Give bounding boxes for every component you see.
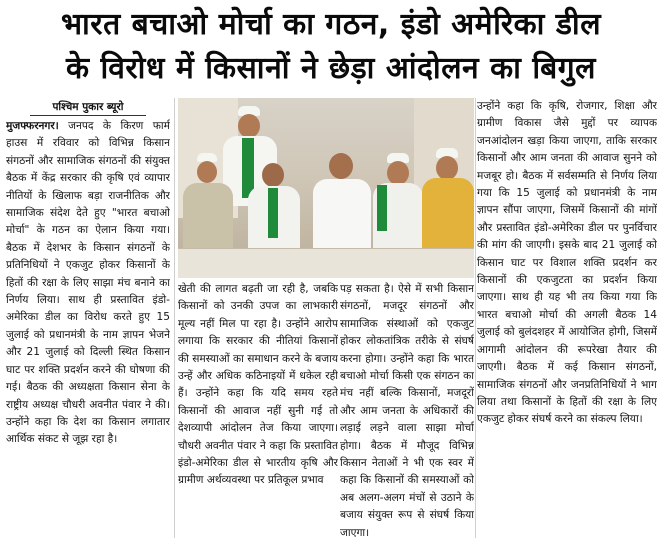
article-column-4: उन्होंने कहा कि कृषि, रोजगार, शिक्षा और ग्रामीण विकास जैसे मुद्दों पर व्यापक जनआंदोलन खड़ा किया जाएगा, ताकि सरकार किसानों और आम जनता की आवाज सुनने को मजबूर हो। बैठक में सर्वसम्मति से निर्णय लिया गया कि 15 जुलाई को प्रधानमंत्री के नाम ज्ञापन सौंपा जाएगा, जिसमें किसानों की मांगों और प्रस्तावित इंडो-अमेरिका डील पर पुनर्विचार की मांग की जाएगी। इसके बाद 21 जुलाई को किसान घाट पर विशाल शक्ति प्रदर्शन कर किसानों की एकजुटता का प्रदर्शन किया जाएगा। साथ ही यह भी तय किया गया कि भारत बचाओ मोर्चा की अगली बैठक 14 जुलाई को बुलंदशहर में आयोजित होगी, जिसमें आगामी आंदोलन की रूपरेखा तैयार की जाएगी। बैठक में कई किसान संगठनों, सामाजिक संगठनों और जनप्रतिनिधियों ने भाग लिया तथा किसानों के हितों की रक्षा के लिए एकजुट होकर संघर्ष करने का संकल्प लिया। [477, 100, 657, 426]
photo-table [178, 248, 474, 278]
column-divider-2 [475, 98, 476, 538]
dateline: मुजफ्फरनगर। [6, 120, 59, 132]
headline-line-1: भारत बचाओ मोर्चा का गठन, इंडो अमेरिका डील [60, 7, 602, 42]
article-column-1 [6, 118, 170, 538]
article-column-3: पड़ सकता है। ऐसे में सभी किसान संगठनों, मजदूर संगठनों और सामाजिक संस्थाओं को एकजुट होकर लोकतांत्रिक तरीके से संघर्ष करना होगा। उन्होंने कहा कि भारत बचाओ मोर्चा किसी एक संगठन का मंच नहीं बल्कि किसानों, मजदूरों और आम जनता के अधिकारों की लड़ाई लड़ने वाला साझा मोर्चा होगा। बैठक में मौजूद विभिन्न किसान नेताओं ने भी एक स्वर में कहा कि किसानों की समस्याओं को अब अलग-अलग मंचों से उठाने के बजाय संयुक्त रूप से संघर्ष किया जाएगा। [340, 283, 474, 539]
byline-rule [30, 115, 146, 116]
column-1-text: जनपद के किरण फार्म हाउस में रविवार को विभिन्न किसान संगठनों और सामाजिक संगठनों की संयुक्त बैठक में केंद्र सरकार की कृषि एवं व्यापार नीतियों के खिलाफ बड़ा राजनीतिक और सामाजिक संदेश देते हुए "भारत बचाओ मोर्चा" के गठन का ऐलान किया गया। बैठक में देशभर के किसान संगठनों के प्रतिनिधियों ने एकजुट होकर किसानों के हितों की रक्षा के लिए साझा मंच बनाने का निर्णय लिया। साथ ही प्रस्तावित इंडो-अमेरिका डील का विरोध करते हुए 15 जुलाई को प्रधानमंत्री के नाम ज्ञापन भेजने और 21 जुलाई को दिल्ली स्थित किसान घाट पर शक्ति प्रदर्शन करने की घोषणा की गई। बैठक की अध्यक्षता किसान सेना के राष्ट्रीय अध्यक्ष चौधरी अवनीत पंवार ने की। उन्होंने कहा कि देश का किसान लगातार आर्थिक संकट से जूझ रहा है। [6, 120, 170, 446]
article-column-2: खेती की लागत बढ़ती जा रही है, जबकि किसानों को उनकी उपज का लाभकारी मूल्य नहीं मिल पा रहा है। उन्होंने आरोप लगाया कि सरकार की नीतियां किसानों की समस्याओं का समाधान करने के बजाय उन्हें और अधिक कठिनाइयों में धकेल रही हैं। उन्होंने कहा कि यदि समय रहते किसानों की आवाज नहीं सुनी गई तो देशव्यापी आंदोलन तेज किया जाएगा। चौधरी अवनीत पंवार ने कहा कि प्रस्तावित इंडो-अमेरिका डील से भारतीय कृषि और ग्रामीण अर्थव्यवस्था पर प्रतिकूल प्रभाव [178, 283, 338, 487]
headline-line-2: के विरोध में किसानों ने छेड़ा आंदोलन का बिगुल [65, 51, 597, 86]
column-divider-1 [174, 98, 175, 538]
meeting-photo [178, 98, 474, 278]
byline: पश्चिम पुकार ब्यूरो [52, 101, 124, 113]
